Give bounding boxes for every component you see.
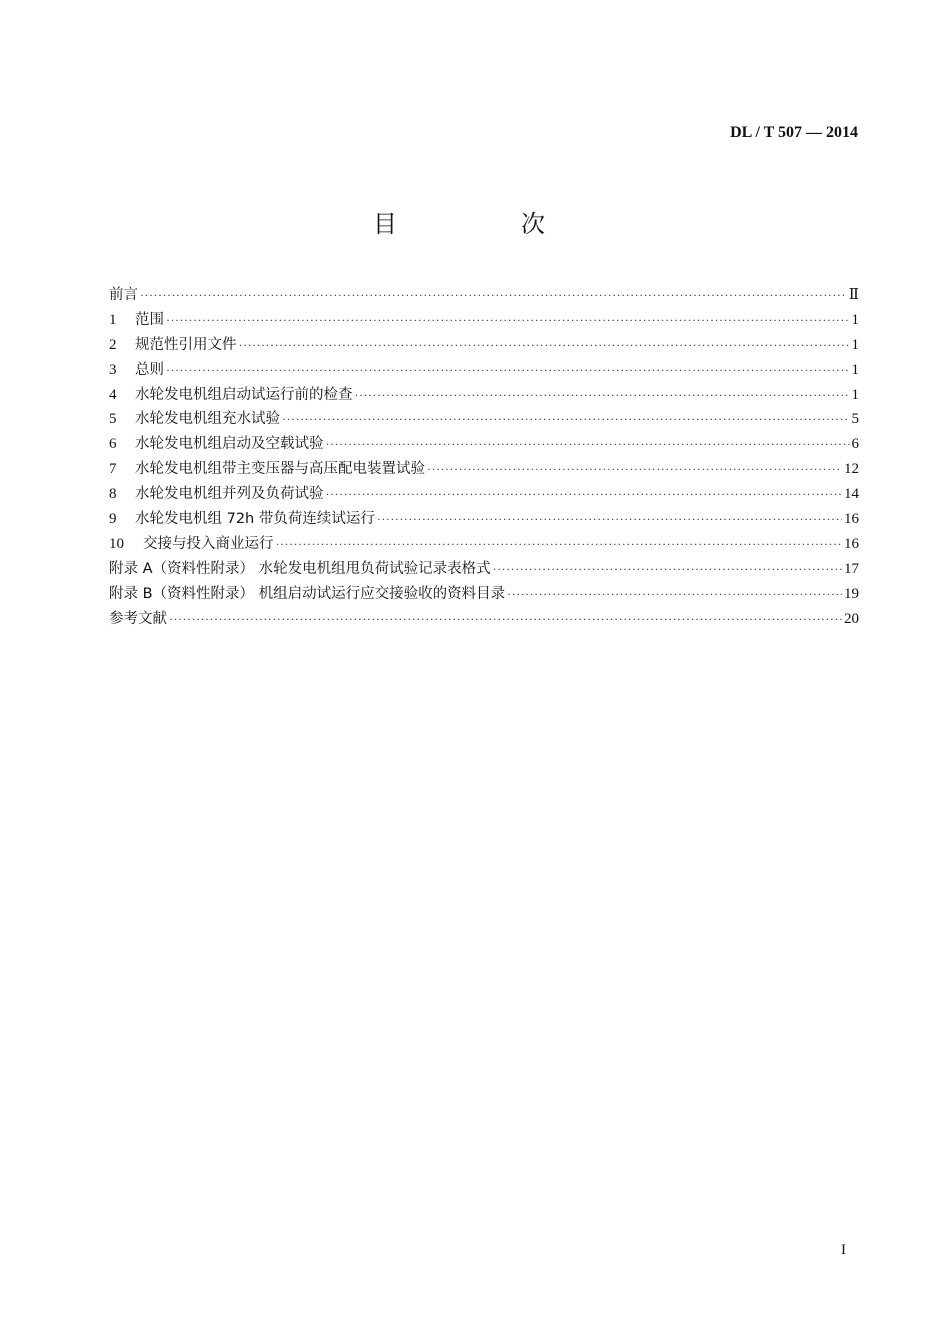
toc-entry-page: 12: [844, 461, 859, 478]
toc-leader: [276, 532, 843, 557]
toc-entry-number: 2: [109, 336, 117, 353]
toc-entry-1[interactable]: [109, 308, 859, 333]
toc-entry-references[interactable]: [109, 607, 859, 632]
toc-leader: [169, 607, 842, 632]
document-code: DL / T 507 — 2014: [730, 124, 858, 141]
toc-entry-number: 10: [109, 535, 124, 552]
toc-entry-10[interactable]: [109, 532, 859, 557]
toc-entry-title: 附录 B（资料性附录） 机组启动试运行应交接验收的资料目录: [109, 585, 506, 602]
toc-leader: [377, 507, 842, 532]
toc-entry-title: 附录 A（资料性附录） 水轮发电机组甩负荷试验记录表格式: [109, 560, 491, 577]
toc-entry-page: 1: [851, 386, 859, 403]
toc-leader: [140, 283, 847, 308]
toc-entry-title: 水轮发电机组启动及空载试验: [135, 436, 324, 453]
page-number: I: [841, 1242, 846, 1258]
toc-leader: [166, 308, 850, 333]
toc-entry-3[interactable]: [109, 358, 859, 383]
toc-entry-title: 水轮发电机组带主变压器与高压配电装置试验: [135, 461, 425, 478]
toc-entry-page: 6: [851, 436, 859, 453]
toc-entry-page: 1: [851, 311, 859, 328]
toc-entry-4[interactable]: [109, 383, 859, 408]
toc-entry-page: 20: [844, 610, 859, 627]
toc-leader: [493, 557, 842, 582]
toc-entry-number: 7: [109, 461, 117, 478]
toc-entry-number: 5: [109, 411, 117, 428]
toc-entry-title: 水轮发电机组 72h 带负荷连续试运行: [135, 511, 375, 528]
toc-leader: [326, 482, 843, 507]
toc-entry-page: 17: [844, 560, 859, 577]
toc-entry-title: 水轮发电机组启动试运行前的检查: [135, 386, 353, 403]
toc-entry-number: 1: [109, 311, 117, 328]
toc-entry-title: 规范性引用文件: [135, 336, 237, 353]
toc-entry-page: 5: [851, 411, 859, 428]
toc-leader: [355, 383, 850, 408]
toc-leader: [239, 333, 850, 358]
toc-leader: [166, 358, 850, 383]
toc-entry-title: 总则: [135, 361, 164, 378]
toc-entry-page: 16: [844, 511, 859, 528]
toc-leader: [507, 582, 842, 607]
table-of-contents: [109, 283, 859, 631]
toc-entry-8[interactable]: [109, 482, 859, 507]
toc-entry-7[interactable]: [109, 457, 859, 482]
toc-entry-number: 9: [109, 511, 117, 528]
toc-leader: [282, 407, 850, 432]
toc-entry-page: 14: [844, 486, 859, 503]
toc-entry-title: 水轮发电机组并列及负荷试验: [135, 486, 324, 503]
toc-entry-9[interactable]: [109, 507, 859, 532]
toc-entry-appendix-b[interactable]: [109, 582, 859, 607]
page-title: 目 次: [373, 210, 595, 238]
toc-entry-2[interactable]: [109, 333, 859, 358]
toc-entry-title: 前言: [109, 287, 138, 303]
toc-leader: [427, 457, 842, 482]
toc-entry-number: 8: [109, 486, 117, 503]
toc-entry-number: 6: [109, 436, 117, 453]
toc-entry-number: 3: [109, 361, 117, 378]
toc-entry-5[interactable]: [109, 407, 859, 432]
toc-entry-title: 水轮发电机组充水试验: [135, 411, 280, 428]
toc-entry-page: 16: [844, 535, 859, 552]
toc-entry-page: 19: [844, 585, 859, 602]
toc-entry-appendix-a[interactable]: [109, 557, 859, 582]
toc-entry-6[interactable]: [109, 432, 859, 457]
toc-entry-page: 1: [851, 361, 859, 378]
toc-entry-page: Ⅱ: [848, 287, 859, 303]
toc-entry-page: 1: [851, 336, 859, 353]
toc-entry-foreword[interactable]: [109, 283, 859, 308]
toc-entry-title: 交接与投入商业运行: [143, 535, 274, 552]
toc-entry-title: 范围: [135, 311, 164, 328]
toc-leader: [326, 432, 850, 457]
toc-entry-title: 参考文献: [109, 610, 167, 627]
toc-entry-number: 4: [109, 386, 117, 403]
